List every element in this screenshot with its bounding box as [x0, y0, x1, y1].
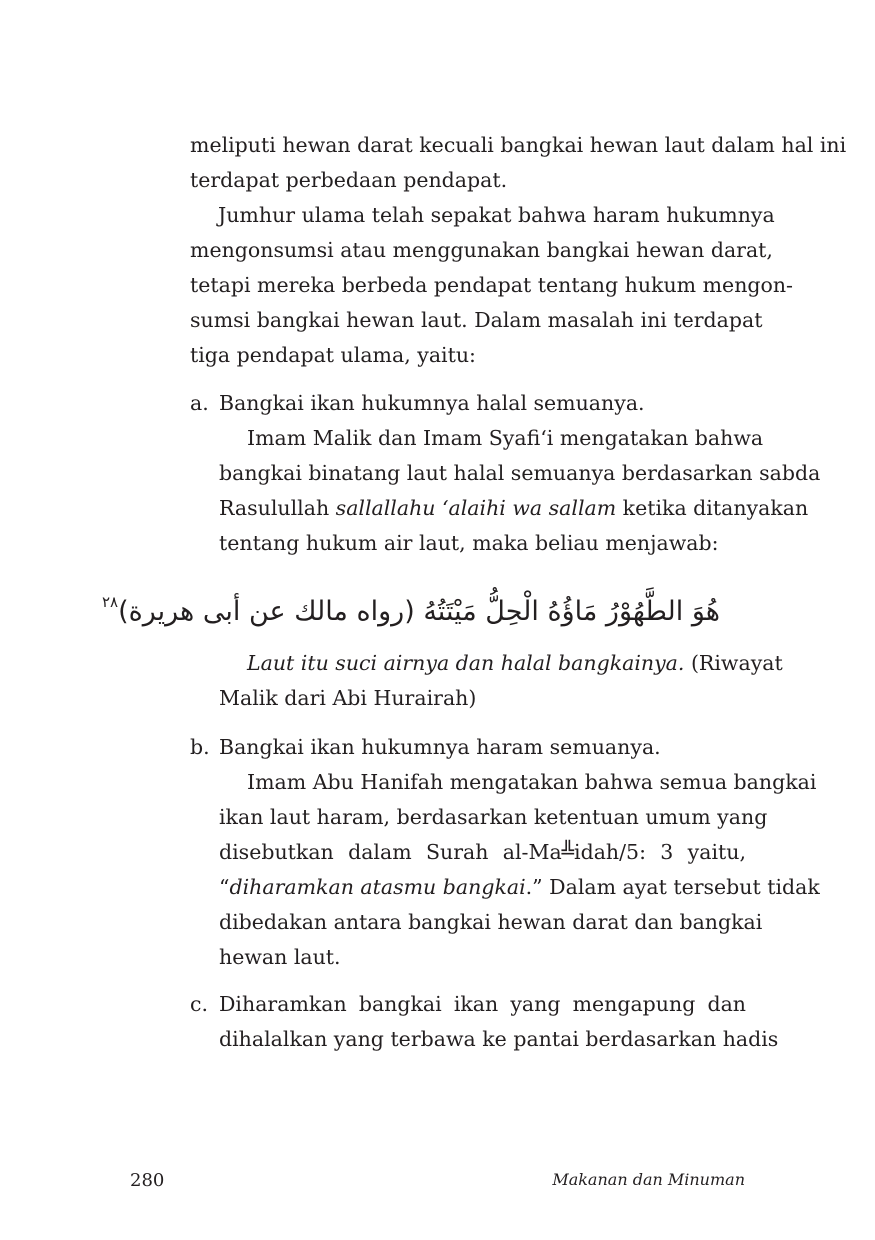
item-a-body-line-1: Imam Malik dan Imam Syafi‘i mengatakan bahwa	[247, 426, 764, 450]
translation-line-2: Malik dari Abi Hurairah)	[219, 686, 477, 710]
item-b	[219, 730, 820, 975]
item-b-marker: b.	[190, 735, 210, 759]
para1-line-5: tiga pendapat ulama, yaitu:	[190, 343, 476, 367]
item-a-marker: a.	[190, 391, 209, 415]
salawat-italic: sallallahu ‘alaihi wa sallam	[335, 496, 617, 520]
item-a-body-line-3: Rasulullah sallallahu ‘alaihi wa sallam ketika ditanyakan	[219, 496, 809, 520]
item-c	[219, 987, 779, 1057]
hadith-arabic-text: هُوَ الطَّهُوْرُ مَاؤُهُ الْحِلُّ مَيْتَتُهُ (رواه مالك عن أبى هريرة)	[118, 596, 720, 627]
item-b-heading: Bangkai ikan hukumnya haram semuanya.	[219, 735, 661, 759]
para1-line-3: tetapi mereka berbeda pendapat tentang hukum mengon-	[190, 273, 793, 297]
translation-italic: Laut itu suci airnya dan halal bangkainya.	[247, 651, 685, 675]
item-b-body-line-3: disebutkan dalam Surah al-Ma╩idah/5: 3 yaitu,	[219, 840, 746, 864]
item-a-body-line-4: tentang hukum air laut, maka beliau menjawab:	[219, 531, 719, 555]
hadith-translation	[219, 646, 783, 716]
page-number: 280	[130, 1170, 165, 1191]
item-c-line-2: dihalalkan yang terbawa ke pantai berdasarkan hadis	[219, 1027, 779, 1051]
item-b-body-line-1: Imam Abu Hanifah mengatakan bahwa semua bangkai	[247, 770, 817, 794]
item-a	[219, 386, 821, 561]
item-c-line-1: Diharamkan bangkai ikan yang mengapung dan	[219, 992, 746, 1016]
item-a-body-line-2: bangkai binatang laut halal semuanya berdasarkan sabda	[219, 461, 821, 485]
jumhur-paragraph	[190, 198, 793, 373]
item-b-body-line-6: hewan laut.	[219, 945, 341, 969]
intro-paragraph	[190, 128, 847, 198]
hadith-arabic	[101, 574, 720, 640]
quran-quote-italic: diharamkan atasmu bangkai	[229, 875, 526, 899]
item-b-body-line-5: dibedakan antara bangkai hewan darat dan bangkai	[219, 910, 763, 934]
item-a-heading: Bangkai ikan hukumnya halal semuanya.	[219, 391, 645, 415]
item-b-body-line-2: ikan laut haram, berdasarkan ketentuan umum yang	[219, 805, 768, 829]
translation-line-1: Laut itu suci airnya dan halal bangkainya. (Riwayat	[247, 651, 783, 675]
item-b-body-line-4: “diharamkan atasmu bangkai.” Dalam ayat tersebut tidak	[219, 875, 820, 899]
item-c-marker: c.	[190, 992, 208, 1016]
para1-line-1: Jumhur ulama telah sepakat bahwa haram hukumnya	[218, 203, 775, 227]
intro-line-1: meliputi hewan darat kecuali bangkai hewan laut dalam hal ini	[190, 133, 847, 157]
running-title: Makanan dan Minuman	[552, 1170, 745, 1189]
para1-line-2: mengonsumsi atau menggunakan bangkai hewan darat,	[190, 238, 773, 262]
hadith-footnote-marker: ٢٨	[101, 593, 119, 611]
intro-line-2: terdapat perbedaan pendapat.	[190, 168, 508, 192]
para1-line-4: sumsi bangkai hewan laut. Dalam masalah ini terdapat	[190, 308, 763, 332]
